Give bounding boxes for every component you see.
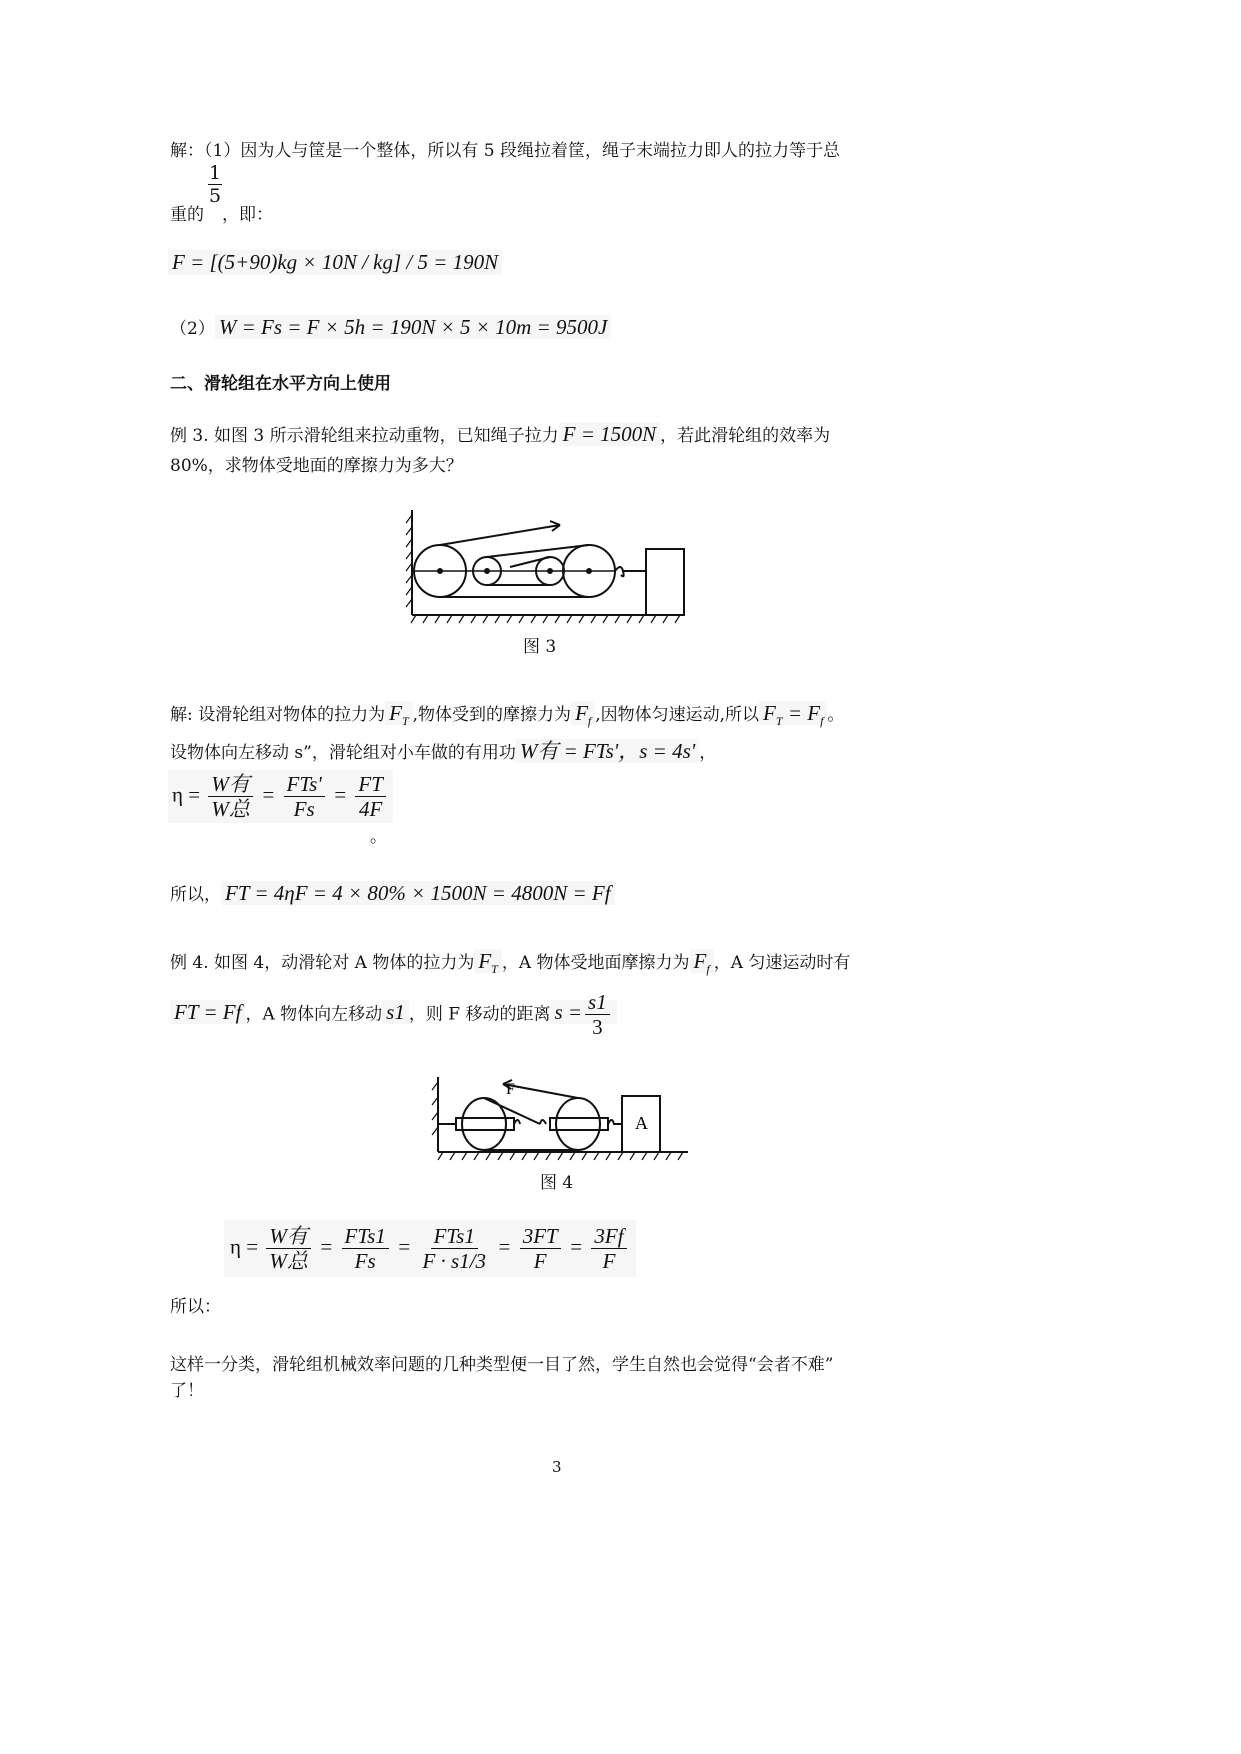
numerator: FTs1 [431, 1224, 478, 1249]
part-label: （2） [170, 319, 215, 339]
denominator: W总 [269, 1249, 308, 1274]
formula-FT-equals-Ff [759, 701, 827, 729]
denominator: W总 [211, 797, 250, 822]
solution-line-1: 解：（1）因为人与筐是一个整体，所以有 5 段绳拉着筐，绳子末端拉力即人的拉力等于总 [170, 141, 840, 161]
denominator: 3 [592, 1015, 603, 1040]
formula-efficiency-3 [168, 770, 393, 823]
solution-line-2 [170, 200, 273, 225]
text: 。 [827, 705, 845, 725]
text: 设物体向左移动 s”，滑轮组对小车做的有用功 [170, 743, 516, 763]
fraction-numerator: 1 [208, 162, 222, 184]
example4-line1 [170, 948, 850, 977]
fraction [419, 1224, 489, 1273]
fraction [342, 1224, 389, 1273]
page-number: 3 [552, 1458, 562, 1476]
text: ,物体受到的摩擦力为 [412, 705, 572, 725]
subscript: f [587, 714, 592, 729]
conclusion-line2: 了！ [170, 1381, 204, 1401]
formula-Ff [690, 949, 714, 977]
figure-3-pulley-diagram [400, 505, 690, 630]
subscript: T [775, 714, 783, 729]
numerator: 3Ff [591, 1224, 626, 1249]
solution3-conclusion [170, 880, 615, 906]
figure-4-caption: 图 4 [540, 1173, 574, 1193]
denominator: Fs [293, 797, 315, 822]
numerator: 3FT [520, 1224, 561, 1249]
text: ，A 匀速运动时有 [713, 953, 851, 973]
denominator: 4F [359, 797, 383, 822]
text: ，A 物体受地面摩擦力为 [501, 953, 690, 973]
formula-FT [474, 949, 502, 977]
example4-line2 [170, 990, 617, 1039]
text: ，则 F 移动的距离 [408, 1004, 551, 1025]
numerator: FT [355, 772, 386, 797]
text: ， [699, 743, 717, 763]
formula-friction: FT = 4ηF = 4 × 80% × 1500N = 4800N = Ff [221, 881, 615, 905]
fraction [591, 1224, 626, 1273]
fraction [355, 772, 386, 821]
fraction [585, 990, 610, 1039]
conclusion-line1: 这样一分类，滑轮组机械效率问题的几种类型便一目了然，学生自然也会觉得“会者不难” [170, 1355, 834, 1375]
symbol: F [478, 949, 492, 973]
denominator: F [533, 1249, 547, 1274]
denominator: F · s1/3 [422, 1249, 487, 1274]
so-label: 所以： [170, 1297, 221, 1317]
subscript: T [491, 962, 498, 977]
fraction [266, 1224, 311, 1273]
solution3-line2 [170, 735, 716, 765]
fraction [284, 772, 325, 821]
formula-s1: s1 [382, 1000, 409, 1024]
formula-F: F = 1500N [559, 422, 661, 446]
text: 重的 [170, 205, 204, 225]
figure-label-A: A [635, 1113, 648, 1133]
text: ，即： [222, 205, 273, 225]
text: 例 3. 如图 3 所示滑轮组来拉动重物，已知绳子拉力 [170, 426, 559, 446]
equals: = [333, 782, 348, 807]
formula-useful-work: W有 = FTs'，s = 4s' [516, 739, 699, 763]
subscript: f [706, 962, 710, 977]
numerator: W有 [208, 772, 253, 797]
formula-distance [550, 990, 616, 1040]
example3-line2: 80%，求物体受地面的摩擦力为多大？ [170, 456, 463, 476]
text: ，A 物体向左移动 [245, 1004, 383, 1025]
formula-FT-equals-Ff: FT = Ff [170, 1000, 245, 1024]
example3-line1 [170, 421, 830, 447]
figure-4-pulley-diagram [428, 1072, 693, 1167]
eta: η = [230, 1234, 259, 1259]
denominator: F [602, 1249, 616, 1274]
figure-3-caption: 图 3 [523, 637, 557, 657]
section-heading: 二、滑轮组在水平方向上使用 [170, 374, 391, 394]
equals: = [261, 782, 276, 807]
eta: η = [172, 782, 201, 807]
formula-FT [385, 701, 413, 729]
formula-work: W = Fs = F × 5h = 190N × 5 × 10m = 9500J [215, 315, 612, 339]
text: 例 4. 如图 4，动滑轮对 A 物体的拉力为 [170, 953, 475, 973]
fraction [208, 772, 253, 821]
symbol: F [575, 701, 588, 725]
numerator: s1 [585, 990, 610, 1015]
text: ,因物体匀速运动,所以 [595, 705, 760, 725]
numerator: W有 [266, 1224, 311, 1249]
numerator: FTs1 [342, 1224, 389, 1249]
period: 。 [370, 827, 387, 847]
symbol: F [763, 701, 776, 725]
numerator: FTs' [284, 772, 325, 797]
symbol: F [389, 701, 402, 725]
text: 所以， [170, 885, 221, 905]
text: 解: 设滑轮组对物体的拉力为 [170, 705, 386, 725]
part2-line [170, 314, 611, 340]
denominator: Fs [354, 1249, 376, 1274]
fraction [520, 1224, 561, 1273]
formula-Ff [571, 701, 595, 729]
solution3-line1 [170, 700, 844, 729]
formula-force: F = [(5+90)kg × 10N / kg] / 5 = 190N [168, 250, 502, 275]
symbol: = F [782, 701, 821, 725]
symbol: F [693, 949, 707, 973]
figure-label-F: F [506, 1081, 515, 1098]
subscript: f [820, 714, 824, 729]
text: s = [554, 1000, 583, 1025]
text: ，若此滑轮组的效率为 [660, 426, 831, 446]
fraction-denominator: 5 [208, 185, 222, 207]
formula-efficiency-4: η = $\frac{\text{W有}}{\text{W总}}$ = $\frac{\text{FTs1}}{Fs}$ = $\frac{\text{FTs1}}{F \cdot s1/3}$ = $\frac{3FT}{F}$ = $\frac{3Ff}{F}$ [224, 1220, 636, 1277]
subscript: T [401, 714, 409, 729]
